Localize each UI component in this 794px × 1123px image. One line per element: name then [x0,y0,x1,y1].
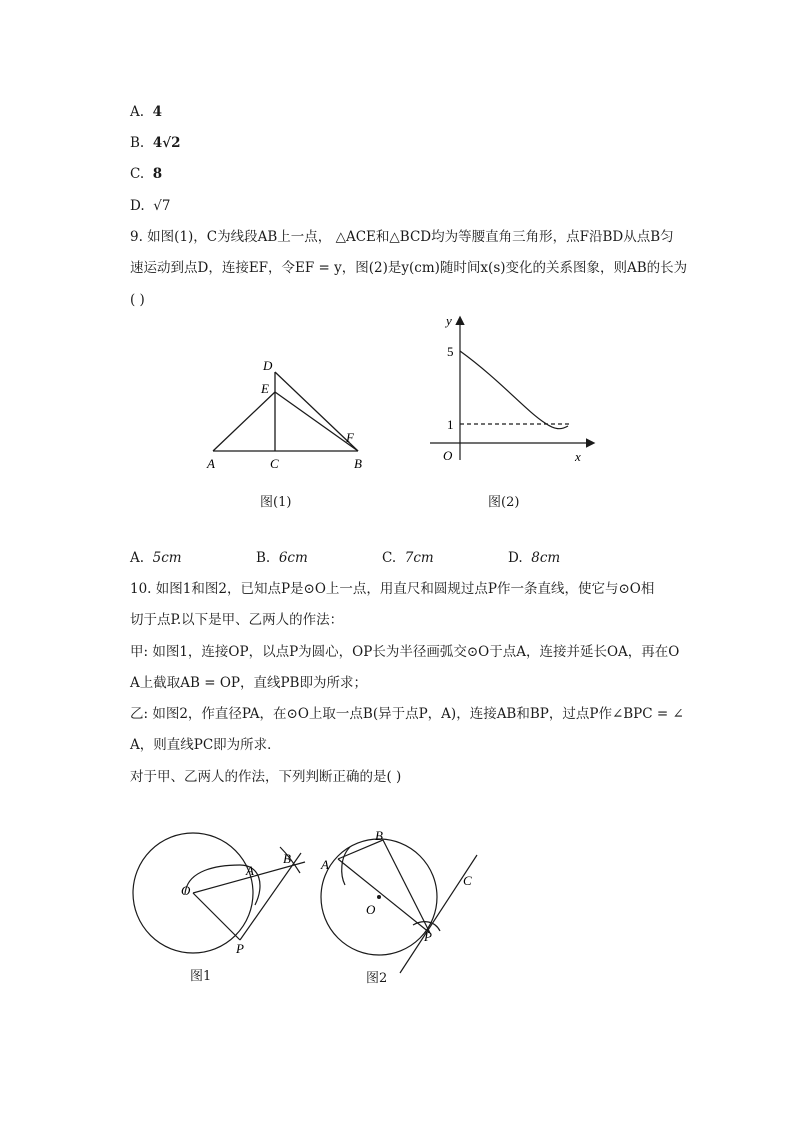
q8-option-d: D. √7 [130,198,171,214]
graph-curve [460,351,568,429]
tick-label-1: 1 [447,417,454,432]
q10-text-line-6: A，则直线PC即为所求． [130,737,281,753]
segment-op [193,893,240,940]
label-c: C [270,456,279,471]
label-o: O [366,902,376,917]
q10-text-line-7: 对于甲、乙两人的作法，下列判断正确的是( ) [130,769,402,785]
q9-text-line-3: ( ) [130,292,145,308]
q9-option-a: A. 5cm [130,550,182,566]
label-a: A [246,863,254,878]
origin-label: O [443,448,453,463]
label-o: O [181,883,191,898]
label-c: C [463,873,472,888]
q10-text-line-4: A上截取AB = OP，直线PB即为所求； [130,675,367,691]
q9-figure-2 [425,310,605,470]
q10-text-line-5: 乙: 如图2，作直径PA，在⊙O上取一点B(异于点P，A)，连接AB和BP，过点P作∠BPC = ∠ [130,706,684,722]
q10-figure-1-caption: 图1 [190,969,212,984]
q8-option-b: B. 4√2 [130,135,181,151]
axis-label-y: y [446,313,452,328]
label-p: P [424,929,432,944]
q8-option-a: A. 4 [130,104,163,120]
label-b: B [375,828,383,843]
q9-figure-2-caption: 图(2) [488,495,520,510]
q8-option-c: C. 8 [130,166,163,182]
axis-label-x: x [575,449,581,464]
q10-figure-1 [125,825,315,960]
segment-bp [383,840,430,933]
q10-text-line-3: 甲: 如图1，连接OP，以点P为圆心，OP长为半径画弧交⊙O于点A，连接并延长OA，再在O [130,644,680,660]
label-p: P [236,941,244,956]
q9-option-b: B. 6cm [256,550,308,566]
q9-text-line-2: 速运动到点D，连接EF，令EF = y，图(2)是y(cm)随时间x(s)变化的关系图象，则AB的长为 [130,260,688,276]
tick-label-5: 5 [447,344,454,359]
label-d: D [263,358,273,373]
label-a: A [321,857,329,872]
q9-text-line-1: 9. 如图(1)，C为线段AB上一点， △ACE和△BCD均为等腰直角三角形，点F沿BD从点B匀 [130,229,674,245]
q9-option-d: D. 8cm [508,550,561,566]
q10-figure-2-caption: 图2 [366,971,388,986]
label-b: B [354,456,362,471]
q10-text-line-1: 10. 如图1和图2，已知点P是⊙O上一点，用直尺和圆规过点P作一条直线，使它与⊙O相 [130,581,655,597]
label-a: A [207,456,215,471]
q9-figure-1-caption: 图(1) [260,495,292,510]
label-f: F [346,430,354,445]
q9-option-c: C. 7cm [382,550,434,566]
center-dot [377,895,381,899]
q10-figure-2 [315,825,495,975]
label-e: E [261,381,269,396]
segment-ae [213,392,275,451]
diameter-pa [338,859,430,933]
q9-figure-1 [195,350,375,480]
q10-text-line-2: 切于点P.以下是甲、乙两人的作法： [130,612,344,628]
label-b: B [283,851,291,866]
